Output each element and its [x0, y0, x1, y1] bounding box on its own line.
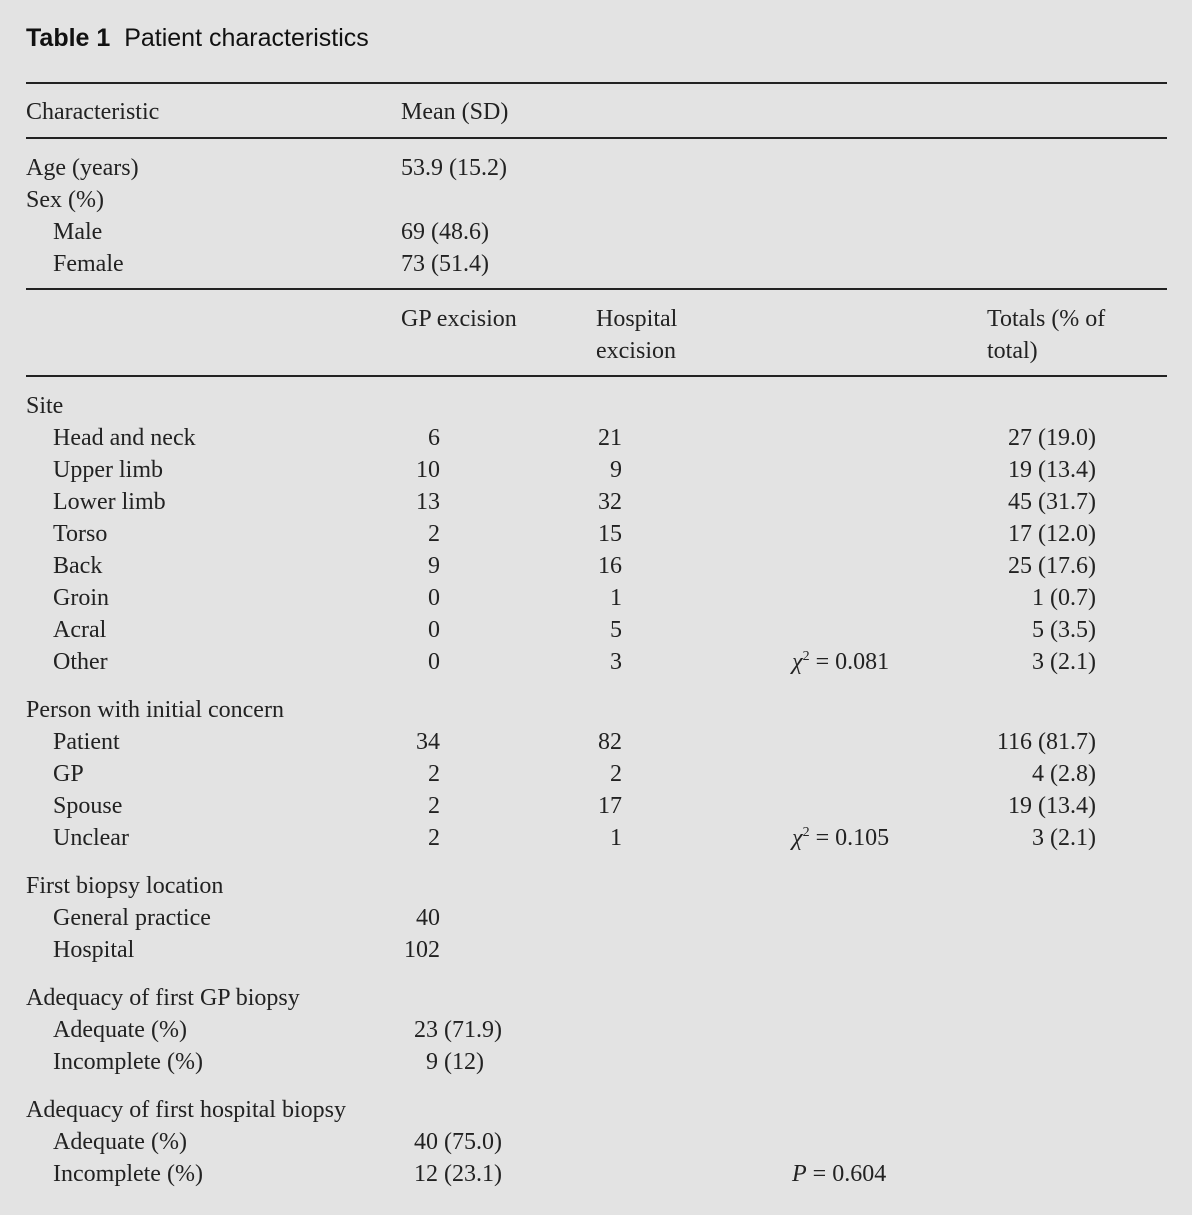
header-hospital-line2: excision [596, 338, 676, 364]
table-label: Table 1 [26, 24, 111, 52]
concern-row-total: 19 (13.4) [1008, 793, 1096, 819]
hospital-adequacy-heading: Adequacy of first hospital biopsy [26, 1097, 346, 1123]
site-row-gp: 6 [428, 425, 440, 451]
site-row-label: Acral [53, 617, 107, 643]
female-label: Female [53, 251, 124, 277]
concern-row-total: 116 (81.7) [996, 729, 1096, 755]
site-row-hospital: 1 [610, 585, 622, 611]
hospital-adequacy-value: 40 (75.0) [414, 1129, 502, 1155]
site-row-total: 1 (0.7) [1032, 585, 1096, 611]
site-row-total: 27 (19.0) [1008, 425, 1096, 451]
p-value: = 0.604 [806, 1161, 887, 1187]
female-value: 73 (51.4) [401, 251, 489, 277]
gp-adequacy-label: Incomplete (%) [53, 1049, 203, 1075]
gp-adequacy-heading: Adequacy of first GP biopsy [26, 985, 300, 1011]
biopsy-location-heading: First biopsy location [26, 873, 224, 899]
site-heading: Site [26, 393, 64, 419]
site-row-hospital: 5 [610, 617, 622, 643]
top-rule [26, 82, 1167, 84]
biopsy-location-value: 40 [416, 905, 440, 931]
site-row-label: Head and neck [53, 425, 196, 451]
site-row-total: 19 (13.4) [1008, 457, 1096, 483]
site-row-gp: 13 [416, 489, 440, 515]
sex-label: Sex (%) [26, 187, 104, 213]
site-row-label: Groin [53, 585, 109, 611]
site-row-label: Other [53, 649, 108, 675]
site-row-gp: 0 [428, 649, 440, 675]
site-row-hospital: 3 [610, 649, 622, 675]
biopsy-location-value: 102 [404, 937, 440, 963]
concern-row-gp: 2 [428, 793, 440, 819]
concern-row-label: Spouse [53, 793, 123, 819]
site-row-hospital: 16 [598, 553, 622, 579]
hospital-adequacy-value: 12 (23.1) [414, 1161, 502, 1187]
site-row-gp: 2 [428, 521, 440, 547]
chi-symbol: χ [792, 649, 803, 675]
concern-row-label: Unclear [53, 825, 129, 851]
concern-heading: Person with initial concern [26, 697, 284, 723]
site-row-hospital: 9 [610, 457, 622, 483]
age-label: Age (years) [26, 155, 139, 181]
hospital-adequacy-label: Adequate (%) [53, 1129, 187, 1155]
header-totals-line2: total) [987, 338, 1038, 364]
concern-row-hospital: 2 [610, 761, 622, 787]
male-label: Male [53, 219, 103, 245]
site-row-gp: 10 [416, 457, 440, 483]
site-row-gp: 0 [428, 585, 440, 611]
site-row-hospital: 21 [598, 425, 622, 451]
header-totals-line1: Totals (% of [987, 306, 1106, 332]
male-value: 69 (48.6) [401, 219, 489, 245]
chi-value: = 0.105 [809, 825, 890, 851]
header-rule [26, 137, 1167, 139]
gp-adequacy-value: 9 (12) [426, 1049, 484, 1075]
site-row-hospital: 15 [598, 521, 622, 547]
chi-exponent: 2 [802, 649, 810, 664]
gp-adequacy-label: Adequate (%) [53, 1017, 187, 1043]
header-characteristic: Characteristic [26, 99, 160, 125]
site-row-total: 45 (31.7) [1008, 489, 1096, 515]
p-symbol: P [792, 1161, 807, 1187]
site-row-label: Upper limb [53, 457, 163, 483]
concern-row-hospital: 17 [598, 793, 622, 819]
section-rule [26, 288, 1167, 290]
concern-chi-square-stat [792, 822, 889, 854]
subheader-rule [26, 375, 1167, 377]
header-gp-excision: GP excision [401, 306, 517, 332]
site-row-total: 17 (12.0) [1008, 521, 1096, 547]
concern-row-hospital: 1 [610, 825, 622, 851]
gp-adequacy-value: 23 (71.9) [414, 1017, 502, 1043]
concern-row-total: 4 (2.8) [1032, 761, 1096, 787]
concern-row-label: GP [53, 761, 84, 787]
chi-exponent: 2 [802, 825, 810, 840]
header-mean-sd: Mean (SD) [401, 99, 509, 125]
site-row-total: 5 (3.5) [1032, 617, 1096, 643]
biopsy-location-label: Hospital [53, 937, 135, 963]
chi-symbol: χ [792, 825, 803, 851]
header-hospital-line1: Hospital [596, 306, 678, 332]
site-chi-square-stat [792, 646, 889, 678]
age-value: 53.9 (15.2) [401, 155, 507, 181]
site-row-label: Torso [53, 521, 108, 547]
concern-row-gp: 2 [428, 761, 440, 787]
concern-row-label: Patient [53, 729, 120, 755]
hospital-adequacy-label: Incomplete (%) [53, 1161, 203, 1187]
site-row-hospital: 32 [598, 489, 622, 515]
site-row-gp: 0 [428, 617, 440, 643]
site-row-gp: 9 [428, 553, 440, 579]
p-value-stat [792, 1158, 886, 1190]
site-row-label: Lower limb [53, 489, 166, 515]
site-row-total: 3 (2.1) [1032, 649, 1096, 675]
concern-row-total: 3 (2.1) [1032, 825, 1096, 851]
concern-row-gp: 2 [428, 825, 440, 851]
table-title: Patient characteristics [124, 24, 369, 52]
site-row-total: 25 (17.6) [1008, 553, 1096, 579]
concern-row-gp: 34 [416, 729, 440, 755]
table-caption [26, 24, 369, 53]
concern-row-hospital: 82 [598, 729, 622, 755]
site-row-label: Back [53, 553, 103, 579]
biopsy-location-label: General practice [53, 905, 211, 931]
chi-value: = 0.081 [809, 649, 890, 675]
